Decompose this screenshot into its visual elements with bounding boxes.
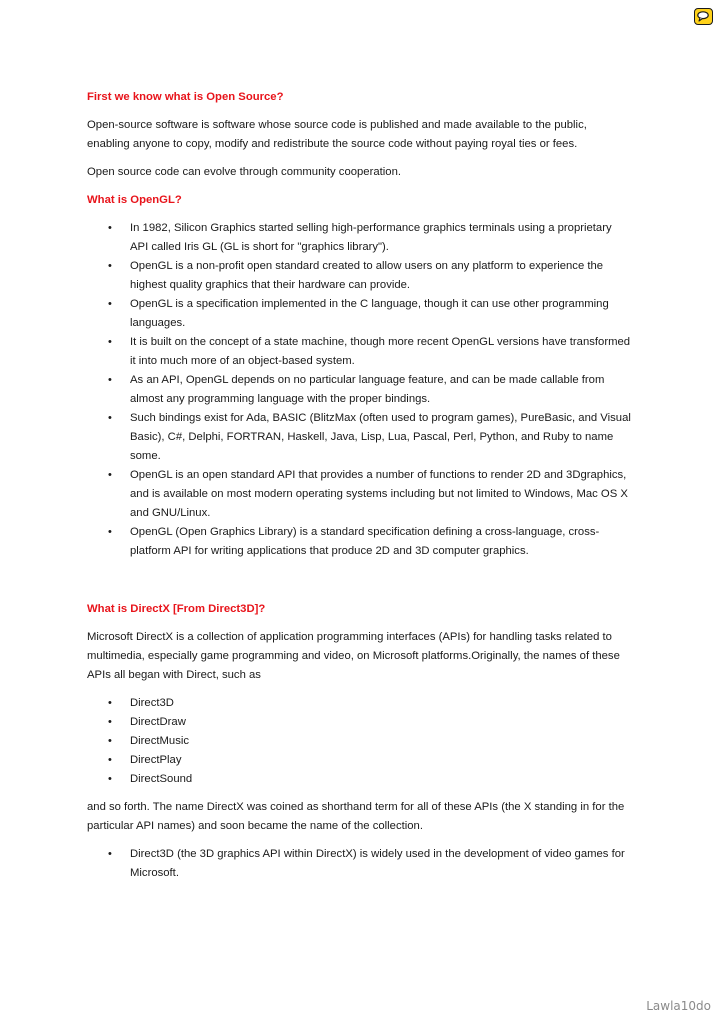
list-item-text: DirectDraw <box>130 716 186 728</box>
directx-intro: Microsoft DirectX is a collection of application programming interfaces (APIs) for handling tasks related to multimedia, especially game programming and video, on Microsoft platforms.Originally, the names of these APIs all began with Direct, such as <box>87 631 620 681</box>
list-item <box>87 257 632 295</box>
list-item-text: OpenGL (Open Graphics Library) is a standard specification defining a cross-language, cross-platform API for writing applications that produce 2D and 3D computer graphics. <box>130 526 600 557</box>
bullet-icon: • <box>108 469 112 481</box>
bullet-icon: • <box>108 848 112 860</box>
list-item <box>87 694 632 713</box>
opengl-bullet-list <box>87 219 632 561</box>
bullet-icon: • <box>108 298 112 310</box>
list-item <box>87 466 632 523</box>
list-item <box>87 732 632 751</box>
list-item <box>87 770 632 789</box>
list-item-text: It is built on the concept of a state machine, though more recent OpenGL versions have transformed it into much more of an object-based system. <box>130 336 631 367</box>
bullet-icon: • <box>108 716 112 728</box>
list-item <box>87 219 632 257</box>
list-item <box>87 371 632 409</box>
list-item-text: DirectSound <box>130 773 193 785</box>
list-item-text: Direct3D <box>130 697 174 709</box>
open-source-definition: Open-source software is software whose source code is published and made available to the public, enabling anyone to copy, modify and redistribute the source code without paying royal ties or fees. <box>87 119 587 150</box>
directx-heading: What is DirectX [From Direct3D]? <box>87 603 266 615</box>
list-item-text: OpenGL is a specification implemented in the C language, though it can use other programming languages. <box>130 298 609 329</box>
opengl-heading: What is OpenGL? <box>87 194 182 206</box>
bullet-icon: • <box>108 260 112 272</box>
list-item-text: DirectPlay <box>130 754 182 766</box>
list-item <box>87 333 632 371</box>
speech-bubble-icon <box>695 9 711 23</box>
list-item <box>87 295 632 333</box>
list-item-text: As an API, OpenGL depends on no particular language feature, and can be made callable from almost any programming language with the proper bindings. <box>130 374 605 405</box>
list-item <box>87 751 632 770</box>
directx-api-list <box>87 694 632 789</box>
list-item-text: In 1982, Silicon Graphics started selling high-performance graphics terminals using a proprietary API called Iris GL (GL is short for "graphics library"). <box>130 222 612 253</box>
open-source-heading: First we know what is Open Source? <box>87 91 284 103</box>
list-item <box>87 523 632 561</box>
watermark: Lawla10do <box>646 999 711 1013</box>
list-item-text: DirectMusic <box>130 735 189 747</box>
bullet-icon: • <box>108 374 112 386</box>
bullet-icon: • <box>108 754 112 766</box>
directx-naming: and so forth. The name DirectX was coined as shorthand term for all of these APIs (the X standing in for the particular API names) and soon became the name of the collection. <box>87 801 625 832</box>
bullet-icon: • <box>108 735 112 747</box>
bullet-icon: • <box>108 773 112 785</box>
list-item <box>87 845 632 883</box>
list-item <box>87 713 632 732</box>
list-item-text: Direct3D (the 3D graphics API within DirectX) is widely used in the development of video games for Microsoft. <box>130 848 625 879</box>
list-item-text: OpenGL is a non-profit open standard created to allow users on any platform to experience the highest quality graphics that their hardware can provide. <box>130 260 604 291</box>
bullet-icon: • <box>108 526 112 538</box>
list-item-text: OpenGL is an open standard API that provides a number of functions to render 2D and 3Dgraphics, and is available on most modern operating systems including but not limited to Windows, Mac OS X and GNU/Linux. <box>130 469 628 519</box>
bullet-icon: • <box>108 697 112 709</box>
document-page <box>87 88 632 892</box>
bullet-icon: • <box>108 222 112 234</box>
bullet-icon: • <box>108 412 112 424</box>
open-source-community: Open source code can evolve through community cooperation. <box>87 166 401 178</box>
bullet-icon: • <box>108 336 112 348</box>
directx-bullet-list <box>87 845 632 883</box>
comment-note-icon[interactable] <box>694 8 713 25</box>
list-item-text: Such bindings exist for Ada, BASIC (BlitzMax (often used to program games), PureBasic, and Visual Basic), C#, Delphi, FORTRAN, Haskell, Java, Lisp, Lua, Pascal, Perl, Python, and Ruby to name some. <box>130 412 631 462</box>
list-item <box>87 409 632 466</box>
section-spacer <box>87 570 632 600</box>
